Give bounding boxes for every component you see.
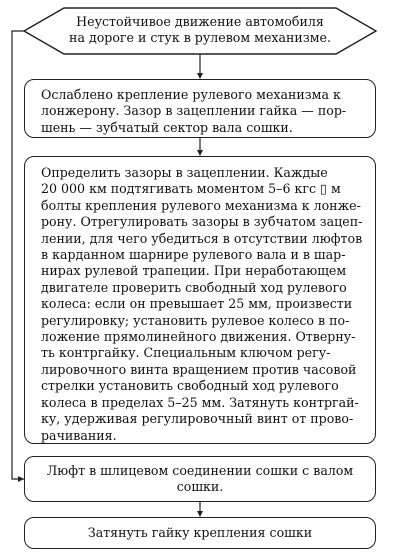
action1-line-9: колеса: если он превышает 25 мм, произвести — [41, 296, 353, 312]
action2-box — [24, 517, 376, 549]
action1-line-3: болты крепления рулевого механизма к лонже- — [41, 197, 361, 213]
action1-line-17: рачивания. — [41, 427, 117, 443]
action1-line-16: ку, удерживая регулировочный винт от прово- — [41, 411, 354, 427]
cause1-line-2: лонжерону. Зазор в зацеплении гайка — пор- — [41, 103, 347, 119]
action1-line-4: рону. Отрегулировать зазоры в зубчатом зацеп- — [41, 214, 363, 230]
action1-line-5: лении, для чего убедиться в отсутствии люфтов — [41, 230, 363, 246]
action1-box — [24, 156, 376, 444]
action1-line-6: в карданном шарнире рулевого вала и в шар- — [41, 247, 346, 263]
cause1-box — [24, 79, 376, 138]
action1-line-10: регулировку; установить рулевое колесо в по- — [41, 312, 350, 328]
action1-line-8: двигателе проверить свободный ход рулевого — [41, 279, 347, 295]
cause2-line-1: Люфт в шлицевом соединении сошки с валом — [46, 463, 354, 478]
cause2-line-2: сошки. — [176, 479, 224, 495]
cause1-line-1: Ослаблено крепление рулевого механизма к — [41, 87, 341, 102]
left-branch-line — [12, 31, 24, 479]
action1-line-14: стрелки установить свободный ход рулевого — [41, 378, 339, 394]
action1-line-11: ложение прямолинейного движения. Отверну- — [41, 329, 356, 345]
action1-line-1: Определить зазоры в зацеплении. Каждые — [41, 165, 328, 180]
action1-line-2: 20 000 км подтягивать моментом 5–6 кгс ▯ м — [41, 181, 341, 197]
cause2-box — [24, 456, 376, 502]
start-line-2: на дороге и стук в рулевом механизме. — [69, 30, 331, 46]
action1-line-13: лировочного винта вращением против часовой — [41, 361, 357, 377]
action1-line-15: колеса в пределах 5–25 мм. Затянуть контргай- — [41, 394, 359, 410]
start-line-1: Неустойчивое движение автомобиля — [76, 14, 324, 29]
cause1-line-3: шень — зубчатый сектор вала сошки. — [41, 119, 293, 135]
action1-line-7: нирах рулевой трапеции. При неработающем — [41, 263, 347, 279]
action2-line-1: Затянуть гайку крепления сошки — [87, 525, 313, 540]
action1-line-12: ть контргайку. Специальным ключом регу- — [41, 345, 331, 361]
start-decision-text — [50, 14, 350, 47]
